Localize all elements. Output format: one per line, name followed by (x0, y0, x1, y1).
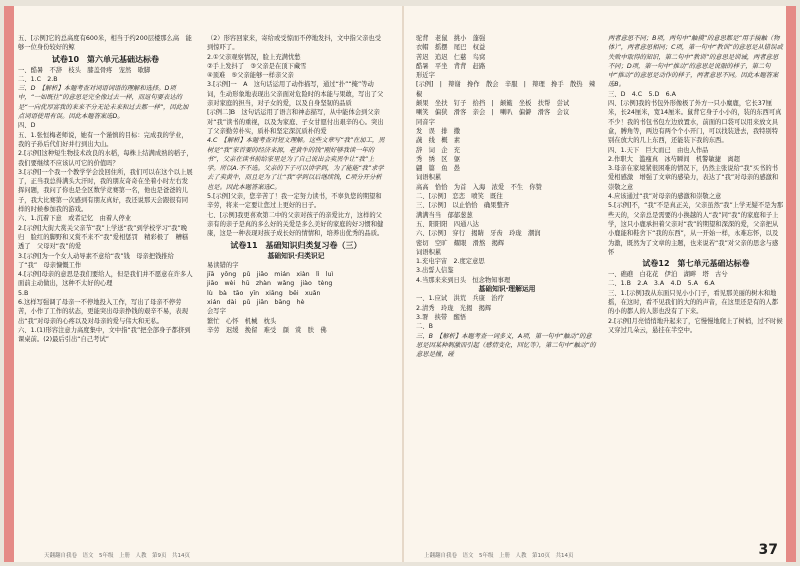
page-fold (402, 6, 404, 562)
section-subtitle: 基础知识·理解运用 (478, 285, 536, 294)
answer-line: 五、阳阳阳 四通八达 (416, 220, 479, 228)
answer-line: 2.[示例]月亮悄悄地升起来了，它慢慢地爬上了树梢，过不时候又穿过几朵云，悬挂在半空中。 (608, 317, 783, 334)
answer-page (4, 6, 796, 562)
answer-line: 四、1.天下 巨大而已 由也人作品 (608, 146, 709, 154)
answer-line: 3.[示例]一个我一个教学学会没回住所，我们可以在这个以上展了，正当我总得满头大汗时，我的朋友奇奇在坐着小时左右发挥问题，我问了你也是全区数学竞赛第一名，他也是爸爸的儿子，我大比赛第一次感到有朋友真好，我还说那天会跟很有同样的时候参加我的游戏。 (18, 168, 193, 214)
answer-line: 繁忙 心怀 机械 枕头 (207, 317, 277, 325)
section-title: 试卷11 基础知识归类复习卷（三） (230, 240, 362, 250)
answer-line: 2.作职大 滥瘦真 冰芍瞬间 机警敏捷 离超 (608, 155, 740, 163)
answer-line: 2.清秀 玲珑 光揭 揭辉 (416, 304, 492, 312)
answer-line: 5.[示例]不，“我”不是真正关，父亲虽然“我”上学无疑不是为那些天的，父亲总是需要的小换越的人“我”同“我”的家庭和子上学，这只小鹿承担着父亲对“我”的期望和深深的爱，父亲把从小鹿能和鞋舍下“我的东西”，从一开始一样，永难忘怀，以及为激，既然为了文章的主题，也来说若“我”对父亲的思念与感怀 (608, 202, 784, 256)
answer-line: 苦迟 追迟 仁慈 鸟窝 (416, 53, 486, 61)
answer-line: 二、1.B 2.A 3.A 4.D 5.A 6.A (608, 280, 715, 288)
answer-line: 三、1.[示例]我从东面只见小小门子，看见那美丽的树木和地摇，在这时，看不见我们的大的的声音，在这里还是有的人都的小的都人的人影也没有了下来。 (608, 289, 779, 316)
answer-line: 辞 词 企 充 (416, 146, 461, 154)
column-1 (18, 34, 193, 345)
page-number: 37 (758, 542, 778, 558)
answer-line: 2.[示例]这种短生物技术改良的水稻，每株上结满成熟的稻子，我们要继续不应该认可它的价值吗？ (18, 150, 193, 167)
answer-line: 发 误 排 撒 (416, 127, 461, 135)
answer-line: 驼背 老鼠 挑小 蓬强 (416, 35, 486, 42)
answer-line: 五、[示例]它的总高度有600米，相当于约200层楼那么高 能够一位身份较好的鲸 (18, 35, 192, 52)
answer-line: 衣帽 摇摆 尾巴 权益 (416, 44, 486, 52)
answer-line: 七、[示例]我更喜欢第二中的父亲对孩子的亲爱比方，这样的父亲有的亲子是真的多么好的关爱是多么美好的家庭的好习惯和健康，这是一种表现对孩子成长好的情情和，培养出优秀的品质。 (207, 211, 384, 238)
answer-line: 密切 空旷 耀眼 滑熬 揭辉 (416, 239, 505, 247)
answer-line: 形近字 (416, 72, 435, 80)
answer-line: 辛劳 迟缓 挽留 难受 颜 赏 肤 佛 (207, 326, 327, 334)
pinyin-line: jīā yōng pǔ jiāo mián xiàn lì luì (207, 271, 334, 279)
answer-line: 六、1.沉着下意 或者记忆 由着人停业 (18, 215, 132, 223)
pinyin-line: jiāo wèi hū zhàn wǎng jiào tèng (207, 280, 333, 288)
footer-right: 上翻翻自我卷 语文 5年级 上册 人教 第10页 共14页 (424, 553, 574, 559)
answer-line: 4.应该通过“我”对母亲的感激和崇敬之意 (608, 193, 722, 201)
section-title: 试卷10 第六单元基础达标卷 (51, 54, 160, 64)
answer-line: 两者意思不同；B项，两句中“触摸”的意思都是“用手接触（物体）”，两者意思相同；C项，第一句中“教训”的意思是从错误或失败中取得的知识，第二句中“教训”的意思是训诫，两者意思不同；D项，第一句中“推动”的意思是说服的样子，第二句中“推动”的意思是动作的样子，两者意思不同。因此本题答案选B。 (608, 35, 783, 89)
answer-line: ④顶难 ⑤父亲能够一样亲父亲 (207, 72, 294, 80)
answer-line: 三、D 4.C 5.D 6.A (608, 90, 676, 98)
answer-line: 4.[示例]母亲的意思是我们要给人，但是我们并不愿意在许多人面前主动做出，这种不太好的心理 (18, 271, 193, 288)
answer-line: 翩 篇 鱼 愚 (416, 165, 461, 173)
answer-line: 喇笑 偏狭 滑客 亲会 | 喇叭 偏僻 滑客 会议 (416, 109, 570, 117)
answer-line: 6.这样写强调了母亲一不停地投入工作，写出了母亲不停劳苦，小作了工作的状态，更能突出母亲挣钱的艰辛不易，表现出“我”对母亲的心疼以及对母亲的爱与伟大和无私。 (18, 299, 189, 325)
answer-line: 五、1.张恒梅老师说，她有一个谨慎的目标：完成我的学业，我的子孙后代们好并行到出大山。 (18, 131, 188, 148)
section-title: 试卷12 第七单元基础达标卷 (642, 259, 750, 269)
answer-line: 4.当那来来到日头 恒念物知事理 (416, 276, 511, 284)
answer-line: 2.[示例]大街大赏关父亲节“我”上学送“我”到学校学习“我”晚归 脸红的脚野和又赏不来不“我”爱相惩罚 精彩极了 糟糕透了 父母对“我”的爱 (18, 224, 189, 251)
answer-line: （2）形容回家来，寄给或受惊而不停地发抖，文中指父亲也受到惊吓了。 (207, 35, 382, 52)
answer-line: 3.[示例]一 A 这句话运用了动作描写，通过“扑”“掩”等动词，生动形象地表现出父亲面对危险时的本能与果敢，写出了父亲对家庭的担当，对子女的爱，以及自身坚韧的品质 (207, 81, 384, 108)
answer-line: 一、1.应试 洪荒 兵康 治疗 (416, 295, 504, 303)
answer-line: 同音字 (416, 118, 435, 126)
pinyin-line: xián dài pǔ jiān bāng hè (207, 299, 305, 307)
answer-line: 5.B (18, 289, 29, 297)
footer-left: 天翻翻自我卷 语文 5年级 上册 人教 第9页 共14页 (44, 553, 190, 559)
right-border-strip (786, 6, 796, 562)
answer-line: 满满当当 郁郁葱葱 (416, 211, 473, 219)
answer-line: 5.[示例]父亲，您辛苦了！我一定努力读书，不辜负您的期望和辛劳，将来一定要让您过上更好的日子。 (207, 193, 382, 210)
answer-line: 六、[示例] 穿行 揭睛 牙齿 玲珑 潮润 (416, 230, 541, 238)
answer-line: 4.C 【解析】本题考查对短文理解。这些文章写“我”在加工，黑树是“我”家首要的经济来源，老黄牛的钱“刚好够我读一年的书”，父亲在读书前给家里是为了自己说出会卖黑牛让“我”上学。所以A.不不选。父亲的下子可以讲学到，为了能能“我”求学去了卖黄牛，而且是为了让“我”学到以后继续钱，C项分开分析也是。因此本题答案选C。 (207, 137, 385, 191)
answer-line: 易读错的字 (207, 261, 239, 269)
answer-line: 3.署 挟带 醒悟 (416, 313, 467, 321)
answer-line: 四、D (18, 122, 36, 130)
answer-line: 蔬 线 概 素 (416, 137, 461, 145)
answer-line: 四、[示例]我的书包外形像极了外方一只小麋鹿，它长37厘米，长24厘米，宽14厘米。鼠背它身子小小的，装的东西可真不少！我的书包书包左边放置水，前面的口袋可以用来放文具盒，膊角等，两边有两个个小开门，可以找装进去，我特别特别在放大的几上东西，还能装下我的东西。 (608, 100, 782, 145)
answer-line: 一、酷暑 不辞 枝头 膝盖骨疼 宠然 歇脚 (18, 66, 151, 74)
answer-line: ②手上发抖了 ③父亲是在顶下藏雪 (207, 62, 307, 70)
answer-line: 三、[示例] 以止恰恰 确果整齐 (416, 202, 510, 210)
answer-line: 会写字 (207, 308, 226, 316)
answer-line: 1.充电宇宙 2.度定意思 (416, 258, 485, 266)
column-2 (207, 34, 385, 335)
column-4 (608, 34, 784, 335)
answer-line: 3.[示例]为一个女人动导素不意给“我”钱 母亲把钱推给了“我” 母亲慷慨工作 (18, 252, 174, 269)
answer-line: 一、礁礁 白花花 伊泊 湖畔 塔 古兮 (608, 271, 728, 279)
answer-line: 词语积累 (416, 248, 442, 256)
answer-line: 秀 绣 区 躯 (416, 155, 461, 163)
answer-line: 2.①父亲观察情况，脸上充满忧愁 (207, 53, 301, 61)
column-3 (416, 34, 598, 359)
answer-line: 二、[示例] 恋恋 喷笑 既往 (416, 193, 503, 201)
left-border-strip (4, 6, 14, 562)
answer-line: 六、1.(1)形容注意力高度集中，文中指“我”把全部身子都挤到课桌前。(2)最后引出“自己考试” (18, 326, 191, 344)
answer-line: 3.母亲在家境紧很困难的情况下，仍然主张说给“我”买书的书 爱相感激 增强了文章的感染力，表达了“我”对母亲的感激和崇敬之意 (608, 165, 785, 191)
pinyin-line: lù bà tāo yīn xiāng běi xuǎn (207, 289, 321, 297)
answer-line: 三、D 【解析】本题考查对词语词语的理解和选择。D项中，“一如既往”的意思是完全像过去一样，而返句要表达的是“一向优厚富我的来来不分无论未来和过去都一样”，因此加点词语使用有误。因此本题答案选D。 (18, 85, 189, 121)
answer-line: 酷暑 平坐 背背 赶路 (416, 62, 486, 70)
answer-line: 3.出誓人信鉴 (416, 267, 454, 275)
section-subtitle: 基础知识·归类识记 (267, 251, 325, 260)
answer-line: 颠果 坐扶 钉子 拾挡 | 颠簸 坐板 扶帮 尝试 (416, 100, 570, 108)
answer-line: 三、B 【解析】本题考查一词多义，A项，第一句中“触动”的意思是因某种刺激而引起（感情变化，回忆等），第二句中“触动”的意思是撞，碰 (416, 332, 596, 359)
answer-line: 高高 恰恰 为首 入海 浓爱 不生 你赞 (416, 183, 542, 191)
answer-line: 二、B (416, 323, 433, 331)
answer-line: [示例] | 辩谢 搀作 散会 辛服 | 辩理 搀手 散热 辣椒 (416, 81, 596, 98)
answer-line: 词语积累 (416, 174, 442, 182)
answer-line: [示例二]B 这句话运用了语言和神态描写，从中能体会到父亲对“我”读书的重视，以及为家庭、子女甘愿付出艰辛的心。突出了父亲勤劳朴实，质朴和坚定深沉质朴的爱 (207, 109, 384, 135)
answer-line: 二、1.C 2.B (18, 75, 58, 83)
